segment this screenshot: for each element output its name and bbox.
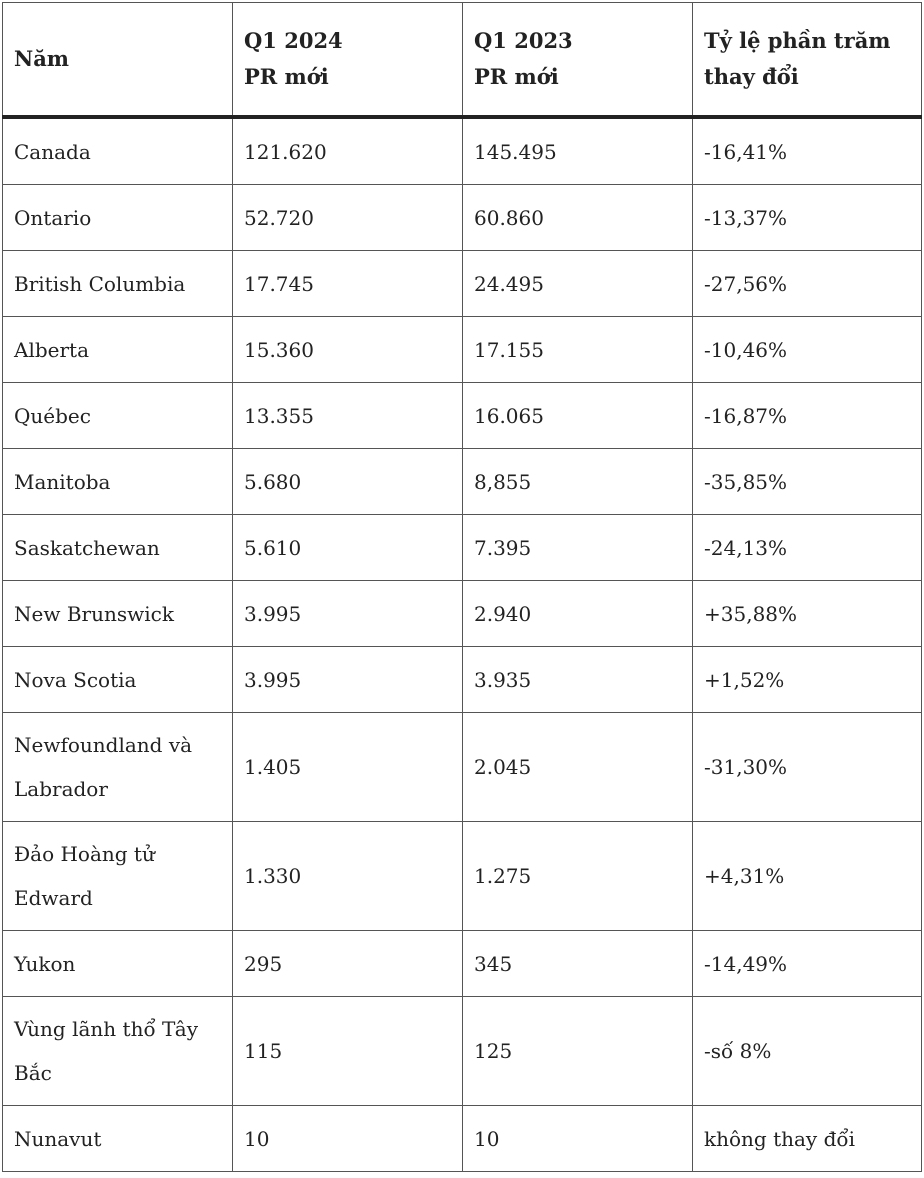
q1-2023-cell <box>463 317 693 383</box>
region-cell-text: New Brunswick <box>14 601 174 626</box>
percent-change-cell-text: không thay đổi <box>704 1126 856 1151</box>
q1-2023-cell <box>463 515 693 581</box>
percent-change-cell-text: -16,87% <box>704 403 788 428</box>
q1-2024-cell <box>233 997 463 1106</box>
q1-2024-cell-text: 115 <box>244 1039 283 1063</box>
percent-change-cell <box>693 117 922 185</box>
region-cell <box>3 581 233 647</box>
q1-2024-cell <box>233 317 463 383</box>
percent-change-cell <box>693 997 922 1106</box>
region-cell-text: British Columbia <box>14 271 186 296</box>
q1-2023-cell-text: 125 <box>474 1039 513 1063</box>
percent-change-cell <box>693 449 922 515</box>
q1-2023-cell-text: 16.065 <box>474 403 544 428</box>
q1-2024-cell <box>233 822 463 931</box>
percent-change-cell-text: -35,85% <box>704 469 788 494</box>
header-year <box>3 3 233 118</box>
region-cell-text: Saskatchewan <box>14 535 160 560</box>
table-row <box>3 185 922 251</box>
q1-2024-cell-text: 1.330 <box>244 864 302 888</box>
region-cell-text: Newfoundland và Labrador <box>14 733 193 801</box>
header-q1-2024-line-1: Q1 2024 <box>244 28 343 53</box>
q1-2024-cell-text: 15.360 <box>244 337 314 362</box>
table-row <box>3 647 922 713</box>
region-cell <box>3 515 233 581</box>
percent-change-cell-text: -27,56% <box>704 271 788 296</box>
table-row <box>3 1106 922 1172</box>
percent-change-cell <box>693 1106 922 1172</box>
q1-2023-cell <box>463 185 693 251</box>
q1-2024-cell-text: 3.995 <box>244 667 302 692</box>
percent-change-cell <box>693 317 922 383</box>
percent-change-cell <box>693 931 922 997</box>
q1-2024-cell-text: 295 <box>244 951 283 976</box>
q1-2024-cell-text: 10 <box>244 1126 270 1151</box>
region-cell-text: Nova Scotia <box>14 667 137 692</box>
header-q1-2024-line-2: PR mới <box>244 64 329 89</box>
pr-statistics-table <box>2 2 922 1172</box>
table-row <box>3 581 922 647</box>
region-cell-text: Vùng lãnh thổ Tây Bắc <box>14 1017 199 1085</box>
percent-change-cell <box>693 647 922 713</box>
q1-2023-cell-text: 145.495 <box>474 139 557 164</box>
q1-2024-cell <box>233 117 463 185</box>
q1-2024-cell-text: 3.995 <box>244 601 302 626</box>
header-q1-2023-line-1: Q1 2023 <box>474 28 573 53</box>
q1-2023-cell-text: 345 <box>474 951 513 976</box>
q1-2024-cell <box>233 581 463 647</box>
q1-2023-cell-text: 2.940 <box>474 601 532 626</box>
percent-change-cell <box>693 713 922 822</box>
percent-change-cell <box>693 383 922 449</box>
region-cell-text: Manitoba <box>14 469 111 494</box>
region-cell <box>3 647 233 713</box>
table-row <box>3 251 922 317</box>
percent-change-cell-text: -10,46% <box>704 337 788 362</box>
q1-2023-cell-text: 24.495 <box>474 271 544 296</box>
table-row <box>3 317 922 383</box>
table-row <box>3 713 922 822</box>
region-cell <box>3 931 233 997</box>
region-cell <box>3 251 233 317</box>
q1-2024-cell <box>233 185 463 251</box>
table-row <box>3 822 922 931</box>
q1-2024-cell <box>233 449 463 515</box>
region-cell <box>3 185 233 251</box>
header-year-line-1: Năm <box>14 46 70 71</box>
percent-change-cell-text: -số 8% <box>704 1039 772 1063</box>
q1-2023-cell <box>463 931 693 997</box>
q1-2023-cell-text: 17.155 <box>474 337 544 362</box>
q1-2024-cell <box>233 647 463 713</box>
q1-2024-cell-text: 121.620 <box>244 139 327 164</box>
table-row <box>3 515 922 581</box>
table-row <box>3 997 922 1106</box>
q1-2024-cell-text: 52.720 <box>244 205 314 230</box>
table-header-row <box>3 3 922 118</box>
table-row <box>3 117 922 185</box>
q1-2023-cell-text: 2.045 <box>474 755 532 779</box>
q1-2023-cell <box>463 822 693 931</box>
q1-2023-cell-text: 3.935 <box>474 667 532 692</box>
header-q1-2023 <box>463 3 693 118</box>
q1-2023-cell <box>463 647 693 713</box>
q1-2023-cell-text: 7.395 <box>474 535 532 560</box>
percent-change-cell-text: -16,41% <box>704 139 788 164</box>
header-q1-2024 <box>233 3 463 118</box>
percent-change-cell <box>693 251 922 317</box>
region-cell <box>3 449 233 515</box>
q1-2023-cell-text: 1.275 <box>474 864 532 888</box>
q1-2023-cell-text: 60.860 <box>474 205 544 230</box>
region-cell <box>3 1106 233 1172</box>
percent-change-cell <box>693 185 922 251</box>
q1-2023-cell <box>463 1106 693 1172</box>
table-row <box>3 449 922 515</box>
percent-change-cell-text: -13,37% <box>704 205 788 230</box>
q1-2024-cell-text: 13.355 <box>244 403 314 428</box>
region-cell-text: Đảo Hoàng tử Edward <box>14 842 155 910</box>
region-cell <box>3 822 233 931</box>
region-cell <box>3 997 233 1106</box>
q1-2023-cell <box>463 449 693 515</box>
q1-2023-cell <box>463 383 693 449</box>
percent-change-cell-text: +4,31% <box>704 864 785 888</box>
q1-2024-cell-text: 5.680 <box>244 469 302 494</box>
header-q1-2023-line-2: PR mới <box>474 64 559 89</box>
q1-2023-cell <box>463 713 693 822</box>
q1-2024-cell <box>233 515 463 581</box>
percent-change-cell-text: +35,88% <box>704 601 798 626</box>
region-cell <box>3 383 233 449</box>
percent-change-cell-text: -14,49% <box>704 951 788 976</box>
q1-2024-cell <box>233 383 463 449</box>
q1-2024-cell-text: 17.745 <box>244 271 314 296</box>
q1-2023-cell <box>463 251 693 317</box>
region-cell-text: Canada <box>14 139 91 164</box>
table-row <box>3 931 922 997</box>
q1-2023-cell-text: 8,855 <box>474 469 532 494</box>
q1-2024-cell-text: 1.405 <box>244 755 302 779</box>
q1-2024-cell <box>233 713 463 822</box>
q1-2024-cell <box>233 1106 463 1172</box>
q1-2023-cell <box>463 997 693 1106</box>
q1-2024-cell-text: 5.610 <box>244 535 302 560</box>
q1-2023-cell-text: 10 <box>474 1126 500 1151</box>
table-body <box>3 117 922 1172</box>
percent-change-cell-text: -24,13% <box>704 535 788 560</box>
q1-2024-cell <box>233 931 463 997</box>
percent-change-cell <box>693 581 922 647</box>
header-percent-change <box>693 3 922 118</box>
region-cell-text: Ontario <box>14 205 92 230</box>
region-cell-text: Alberta <box>14 337 89 362</box>
q1-2024-cell <box>233 251 463 317</box>
region-cell <box>3 317 233 383</box>
region-cell <box>3 713 233 822</box>
q1-2023-cell <box>463 117 693 185</box>
header-percent-change-line-2: thay đổi <box>704 64 799 89</box>
percent-change-cell <box>693 822 922 931</box>
header-percent-change-line-1: Tỷ lệ phần trăm <box>704 28 891 53</box>
region-cell-text: Nunavut <box>14 1126 102 1151</box>
percent-change-cell-text: +1,52% <box>704 667 785 692</box>
region-cell <box>3 117 233 185</box>
table-row <box>3 383 922 449</box>
percent-change-cell <box>693 515 922 581</box>
q1-2023-cell <box>463 581 693 647</box>
region-cell-text: Yukon <box>14 951 76 976</box>
region-cell-text: Québec <box>14 403 91 428</box>
percent-change-cell-text: -31,30% <box>704 755 788 779</box>
